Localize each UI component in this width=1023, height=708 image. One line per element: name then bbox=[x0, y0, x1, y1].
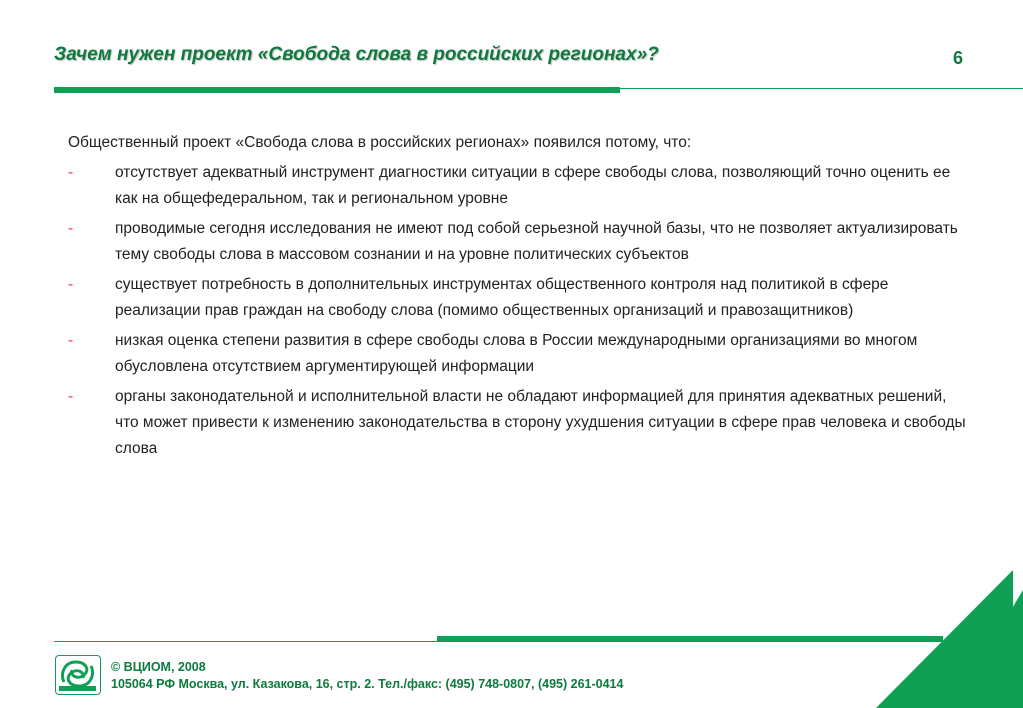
intro-text: Общественный проект «Свобода слова в российских регионах» появился потому, что: bbox=[68, 134, 692, 151]
list-item bbox=[68, 272, 968, 324]
list-item bbox=[68, 328, 968, 380]
bullet-dash: - bbox=[68, 164, 74, 181]
footer-divider-thick bbox=[437, 636, 943, 642]
slide-body bbox=[68, 130, 968, 466]
bullet-dash: - bbox=[68, 388, 74, 405]
list-item-text: существует потребность в дополнительных инструментах общественного контроля над политикой в сфере реализации прав граждан на свободу слова (помимо общественных организаций и правозащитников) bbox=[115, 276, 889, 319]
list-item-text: проводимые сегодня исследования не имеют под собой серьезной научной базы, что не позволяет актуализировать тему свободы слова в массовом сознании и на уровне политических субъектов bbox=[115, 220, 958, 263]
list-item bbox=[68, 216, 968, 268]
bullet-dash: - bbox=[68, 220, 74, 237]
list-item-text: органы законодательной и исполнительной власти не обладают информацией для принятия адекватных решений, что может привести к изменению законодательства в сторону ухудшения ситуации в сфере прав человека и свободы слова bbox=[115, 388, 966, 457]
list-item bbox=[68, 384, 968, 462]
footer-info bbox=[111, 659, 623, 693]
bullet-dash: - bbox=[68, 276, 74, 293]
page-number: 6 bbox=[953, 48, 964, 68]
header-divider-thick bbox=[54, 87, 620, 93]
reason-list bbox=[68, 160, 968, 462]
list-item-text: низкая оценка степени развития в сфере свободы слова в России международными организациями во многом обусловлена отсутствием аргументирующей информации bbox=[115, 332, 918, 375]
slide-title: Зачем нужен проект «Свобода слова в российских регионах»? bbox=[54, 44, 659, 65]
list-item-text: отсутствует адекватный инструмент диагностики ситуации в сфере свободы слова, позволяющий точно оценить ее как на общефедеральном, так и региональном уровне bbox=[115, 164, 951, 207]
footer-divider-thin bbox=[54, 641, 438, 642]
vciom-logo-icon bbox=[55, 655, 101, 695]
list-item bbox=[68, 160, 968, 212]
header-divider-thin bbox=[620, 88, 1023, 89]
bullet-dash: - bbox=[68, 332, 74, 349]
footer-copyright: © ВЦИОМ, 2008 bbox=[111, 660, 206, 674]
footer-address: 105064 РФ Москва, ул. Казакова, 16, стр. 2. Тел./факс: (495) 748-0807, (495) 261-0414 bbox=[111, 677, 624, 691]
